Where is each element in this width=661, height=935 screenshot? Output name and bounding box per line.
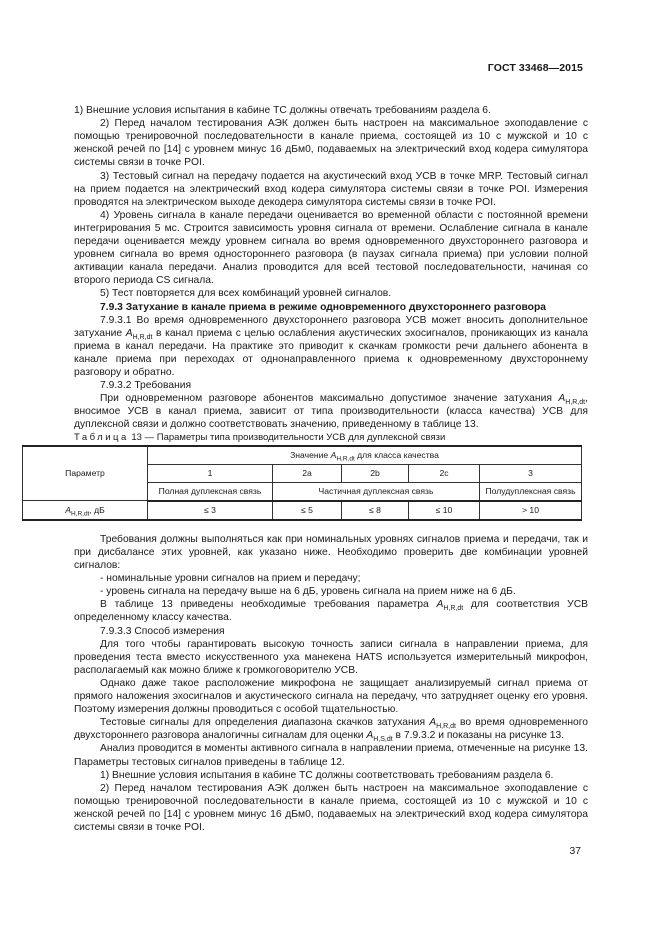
- list-item: - номинальные уровни сигналов на прием и передачу;: [100, 573, 361, 585]
- table-caption: Таблица 13 — Параметры типа производительности УСВ для дуплексной связи: [74, 432, 446, 444]
- table-class-cell: 2c: [409, 464, 480, 482]
- paragraph: 4) Уровень сигнала в канале передачи оценивается во временной области с постоянной времени интегрирования 5 мс. Строится зависимость уровня сигнала от времени. Ослабление сигнала в канале передачи оценивается между уровнем сигнала во время одновременного двухстороннего разговора и уровнем сигнала во время одностороннего разговора (в паузах сигнала приема) при условии полной активации канала передачи. Анализ проводится для всей тестовой последовательности, начиная со второго периода CS сигнала.: [74, 209, 588, 287]
- paragraph: Анализ проводится в моменты активного сигнала в направлении приема, отмеченные на рисунке 13. Параметры тестовых сигналов приведены в таблице 12.: [74, 743, 588, 768]
- table-value-header: Значение $A_{H,R,dt}$ для класса качества: [148, 446, 582, 465]
- standard-header: ГОСТ 33468—2015: [487, 62, 583, 74]
- table-13: [22, 445, 582, 521]
- table-row-label: $A_{H,R,dt}$, дБ: [23, 501, 148, 520]
- table-value-cell: ≤ 8: [342, 501, 409, 520]
- paragraph: Тестовые сигналы для определения диапазона скачков затухания $A_{H,R,dt}$ во время одновременного двухстороннего разговора аналогичны сигналам для оценки $A_{H,S,dt}$ в 7.9.3.2 и показаны на рисунке 13.: [74, 717, 589, 744]
- paragraph-text: 1) Внешние условия испытания в кабине ТС должны отвечать требованиям раздела 6.: [74, 105, 491, 117]
- paragraph: Однако даже такое расположение микрофона не защищает анализируемый сигнал приема от прямого наложения эхосигналов и акустического сигнала на передачу, что затрудняет оценку его уровня. Поэтому измерения должны проводиться с особой тщательностью.: [74, 677, 588, 716]
- table-value-cell: ≤ 10: [409, 501, 480, 520]
- table-value-cell: > 10: [480, 501, 582, 520]
- paragraph: 7.9.3.1 Во время одновременного двухстороннего разговора УСВ может вносить дополнительное затухание $A_{H,R,dt}$ в канал приема с целью ослабления акустических эхосигналов, проникающих из канала приема в канал передачи. На практике это приводит к скачкам громкости речи дальнего абонента в канале приема при переходах от однонаправленного приема к одновременному двухстороннему разговору и обратно.: [74, 314, 588, 378]
- table-class-cell: 1: [148, 464, 273, 482]
- page-number: 37: [569, 846, 581, 857]
- paragraph: При одновременном разговоре абонентов максимально допустимое значение затухания $A_{H,R,dt}$, вносимое УСВ в канал приема, зависит от типа производительности (класса качества) УСВ для дуплексной связи и должно соответствовать значению, приведенному в таблице 13.: [74, 393, 588, 431]
- paragraph: 2) Перед началом тестирования АЭК должен быть настроен на максимальное эхоподавление с помощью тренировочной последовательности в канале приема, состоящей из 10 с мужской и 10 с женской речей по [14] с уровнем минус 16 дБм0, подаваемых на электрический вход кодера симулятора системы связи в точке POI.: [74, 782, 588, 833]
- list-item: - уровень сигнала на передачу выше на 6 дБ, уровень сигнала на прием ниже на 6 дБ.: [100, 586, 516, 598]
- paragraph: 5) Тест повторяется для всех комбинаций уровней сигналов.: [100, 288, 392, 300]
- paragraph: Для того чтобы гарантировать высокую точность записи сигнала в направлении приема, для проведения теста вместо искусственного уха манекена HATS используется измерительный микрофон, располагаемый как можно ближе к громкоговорителю УСВ.: [74, 638, 588, 676]
- paragraph: 3) Тестовый сигнал на передачу подается на акустический вход УСВ в точке MRP. Тестовый сигнал на прием подается на электрический вход кодера симулятора системы связи в точке POI. Измерения проводятся на электрическом выходе декодера симулятора системы связи в точке POI.: [74, 170, 588, 208]
- paragraph: [74, 104, 588, 117]
- table-type-cell: Полудуплексная связь: [480, 482, 582, 501]
- subsection-title: 7.9.3.3 Способ измерения: [100, 625, 225, 637]
- paragraph: 1) Внешние условия испытания в кабине ТС должны соответствовать требованиям раздела 6.: [100, 769, 554, 781]
- table-value-cell: ≤ 3: [148, 501, 273, 520]
- table-type-cell: Полная дуплексная связь: [148, 482, 273, 501]
- section-heading: 7.9.3 Затухание в канале приема в режиме одновременного двухстороннего разговора: [100, 301, 546, 313]
- paragraph: Требования должны выполняться как при номинальных уровнях сигналов приема и передачи, так и при дисбалансе этих уровней, как указано ниже. Необходимо проверить две комбинации уровней сигналов:: [74, 533, 588, 572]
- table-class-cell: 3: [480, 464, 582, 482]
- page-content: [65, 91, 589, 834]
- paragraph: В таблице 13 приведены необходимые требования параметра $A_{H,R,dt}$ для соответствия УСВ определенному классу качества.: [74, 599, 589, 624]
- paragraph: 2) Перед началом тестирования АЭК должен быть настроен на максимальное эхоподавление с помощью тренировочной последовательности в канале приема, состоящей из 10 с мужской и 10 с женской речей по [14] с уровнем минус 16 дБм0, подаваемых на электрический вход кодера симулятора системы связи в точке POI.: [74, 118, 588, 169]
- table-class-cell: 2b: [342, 464, 409, 482]
- table-param-header: Параметр: [23, 446, 148, 501]
- subsection-title: 7.9.3.2 Требования: [100, 380, 192, 392]
- table-class-cell: 2a: [273, 464, 342, 482]
- table-type-cell: Частичная дуплексная связь: [273, 482, 480, 501]
- table-value-cell: ≤ 5: [273, 501, 342, 520]
